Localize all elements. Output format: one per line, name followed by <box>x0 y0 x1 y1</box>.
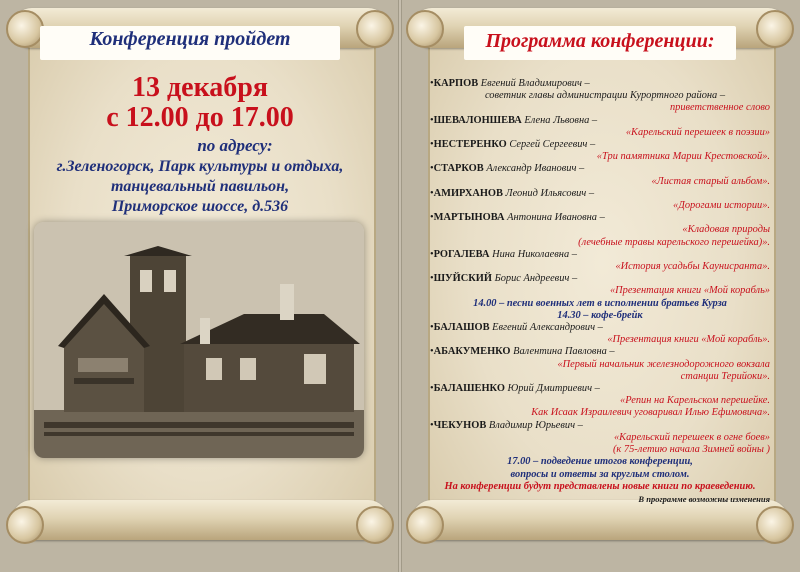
address-label: по адресу: <box>197 136 273 155</box>
scroll-curl-icon <box>756 506 794 544</box>
talk-line: станции Терийоки». <box>680 370 770 382</box>
conference-title: Конференция пройдет <box>89 28 291 50</box>
change-note: В программе возможны изменения <box>638 493 770 504</box>
speaker-line: •ШЕВАЛОНШЕВА Елена Львовна – <box>430 114 598 126</box>
talk-line: «Листая старый альбом». <box>651 175 770 187</box>
talk-line: (лечебные травы карельского перешейка)». <box>578 236 770 248</box>
scroll-roll-bottom <box>12 500 388 540</box>
talk-line: «Презентация книги «Мой корабль». <box>607 334 770 346</box>
scroll-roll-bottom <box>412 500 788 540</box>
speaker-line: •ЧЕКУНОВ Владимир Юрьевич – <box>430 419 583 431</box>
talk-line: «Карельский перешеек в поэзии» <box>625 126 770 138</box>
event-time: с 12.00 до 17.00 <box>106 102 294 133</box>
talk-line: «Дорогами истории». <box>673 200 770 212</box>
scroll-curl-icon <box>6 10 44 48</box>
pavilion-photo <box>34 222 364 458</box>
books-note: На конференции будут представлены новые книги по краеведению. <box>444 480 756 492</box>
speaker-line: •ШУЙСКИЙ Борис Андреевич – <box>430 273 578 285</box>
talk-line: «История усадьбы Каунисранта». <box>615 261 770 273</box>
program-title: Программа конференции: <box>485 30 715 52</box>
speaker-line: •АМИРХАНОВ Леонид Ильясович – <box>430 187 595 199</box>
program-list <box>430 78 770 505</box>
talk-line: советник главы администрации Курортного района – <box>484 90 726 102</box>
talk-line: «Три памятника Марии Крестовской». <box>596 151 770 163</box>
talk-line: «Репин на Карельском перешейке. <box>620 395 770 407</box>
address-line: г.Зеленогорск, Парк культуры и отдыха, <box>56 158 344 175</box>
talk-line: «Презентация книги «Мой корабль» <box>609 285 770 297</box>
closing-line: 17.00 – подведение итогов конференции, <box>507 456 693 468</box>
scroll-curl-icon <box>6 506 44 544</box>
scroll-curl-icon <box>406 506 444 544</box>
speaker-line: •АБАКУМЕНКО Валентина Павловна – <box>430 346 615 358</box>
scroll-curl-icon <box>356 10 394 48</box>
address-line: Приморское шоссе, д.536 <box>111 198 289 215</box>
talk-line: приветственное слово <box>669 102 770 114</box>
speaker-line: •СТАРКОВ Александр Иванович – <box>430 163 585 175</box>
speaker-line: •КАРПОВ Евгений Владимирович – <box>430 78 590 89</box>
speaker-line: •РОГАЛЕВА Нина Николаевна – <box>430 248 577 260</box>
break-line: 14.00 – песни военных лет в исполнении братьев Курза <box>473 297 727 309</box>
talk-line: «Первый начальник железнодорожного вокзала <box>557 358 770 370</box>
scroll-curl-icon <box>356 506 394 544</box>
talk-line: (к 75-летию начала Зимней войны ) <box>612 444 770 456</box>
speaker-line: •БАЛАШЕНКО Юрий Дмитриевич – <box>430 383 600 395</box>
talk-line: «Кладовая природы <box>682 224 770 236</box>
wooden-pavilion-illustration <box>34 222 364 458</box>
address-line: танцевальный павильон, <box>110 178 290 195</box>
talk-line: Как Исаак Израилевич уговаривал Илью Ефимовича». <box>531 407 770 419</box>
break-line: 14.30 – кофе-брейк <box>557 309 643 321</box>
speaker-line: •БАЛАШОВ Евгений Александрович – <box>430 322 603 334</box>
speaker-line: •НЕСТЕРЕНКО Сергей Сергеевич – <box>430 139 596 151</box>
closing-line: вопросы и ответы за круглым столом. <box>510 468 690 480</box>
speaker-line: •МАРТЫНОВА Антонина Ивановна – <box>430 212 605 224</box>
talk-line: «Карельский перешеек в огне боев» <box>613 431 770 443</box>
event-date: 13 декабря <box>131 72 269 103</box>
